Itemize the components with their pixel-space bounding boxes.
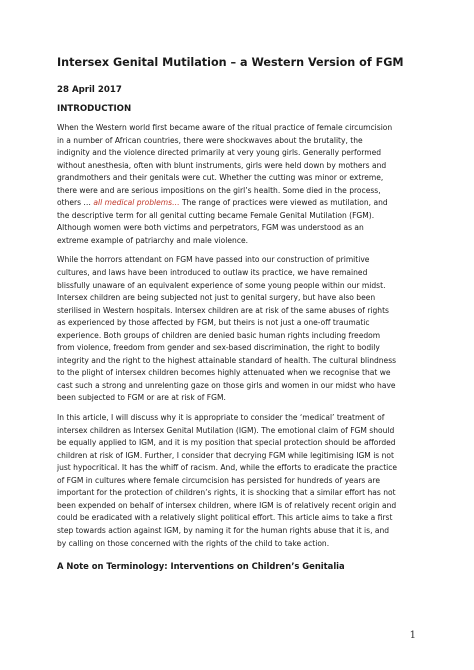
text-line: When the Western world first became aware of the ritual practice of female circumcision — [57, 123, 393, 132]
text-line: children at risk of IGM. Further, I consider that decrying FGM while legitimising IGM is not — [57, 450, 394, 460]
text-line: cultures, and laws have been introduced to outlaw its practice, we have remained — [57, 268, 368, 278]
text-line: step towards action against IGM, by naming it for the human rights abuse that it is, and — [57, 525, 390, 535]
page-number: 1 — [409, 630, 416, 641]
text-line: to the plight of intersex children becomes highly attenuated when we recognise that we — [57, 368, 391, 378]
text-line: from violence, freedom from gender and sex-based discrimination, the right to bodily — [57, 343, 380, 353]
text-line: as experienced by those affected by FGM, but theirs is not just a one-off traumatic — [57, 318, 370, 328]
document-title: Intersex Genital Mutilation – a Western Version of FGM — [57, 56, 404, 69]
text-line: While the horrors attendant on FGM have passed into our construction of primitive — [57, 255, 370, 265]
text-line: blissfully unaware of an equivalent experience of some young people within our midst. — [57, 280, 386, 290]
text-line: without anesthesia, often with blunt instruments, girls were held down by mothers and — [57, 160, 387, 170]
text-line: Although women were both victims and perpetrators, FGM was understood as an — [57, 223, 364, 233]
text-line: intersex children as Intersex Genital Mutilation (IGM). The emotional claim of FGM should — [57, 425, 395, 435]
text-line: the descriptive term for all genital cutting became Female Genital Mutilation (FGM). — [57, 210, 375, 220]
text-line: experience. Both groups of children are denied basic human rights including freedom — [57, 330, 381, 340]
paragraph-3 — [57, 412, 422, 550]
text-line: important for the protection of children’s rights, it is shocking that a similar effort has not — [57, 488, 396, 498]
text-line: by calling on those concerned with the rights of the child to take action. — [57, 538, 330, 548]
text-fragment: others … — [57, 198, 94, 208]
terminology-subheading: A Note on Terminology: Interventions on Children’s Genitalia — [57, 561, 345, 572]
text-fragment: The range of practices were viewed as mutilation, and — [179, 198, 388, 208]
text-line: in a number of African countries, there were shockwaves about the brutality, the — [57, 135, 363, 145]
text-line: been expended on behalf of intersex children, where IGM is of relatively recent origin and — [57, 500, 397, 510]
text-line: cast such a strong and unrelenting gaze on those girls and women in our midst who have — [57, 380, 396, 390]
paragraph-2 — [57, 254, 422, 405]
text-line: grandmothers and their genitals were cut. Whether the cutting was minor or extreme, — [57, 173, 384, 183]
text-line: of FGM in cultures where female circumcision has persisted for hundreds of years are — [57, 475, 380, 485]
text-line: sterilised in Western hospitals. Intersex children are at risk of the same abuses of rights — [57, 305, 389, 315]
text-line: extreme example of patriarchy and male violence. — [57, 235, 249, 245]
text-line: just hypocritical. It has the whiff of racism. And, while the efforts to eradicate the practice — [57, 463, 398, 473]
text-line: been subjected to FGM or are at risk of FGM. — [57, 393, 226, 403]
document-page — [57, 56, 422, 572]
text-line: could be eradicated with a relatively slight political effort. This article aims to take a first — [57, 513, 393, 523]
section-heading-introduction: INTRODUCTION — [57, 104, 132, 114]
text-line: be equally applied to IGM, and it is my position that special protection should be afforded — [57, 438, 396, 448]
document-date: 28 April 2017 — [57, 85, 122, 95]
medical-problems-link[interactable]: all medical problems… — [93, 198, 180, 208]
text-line: In this article, I will discuss why it is appropriate to consider the ‘medical’ treatment of — [57, 413, 385, 423]
text-line: there were and are serious impositions on the girl’s health. Some died in the process, — [57, 185, 381, 195]
paragraph-1 — [57, 122, 422, 247]
text-line: indignity and the violence directed primarily at very young girls. Generally performed — [57, 148, 382, 158]
text-line-with-link — [57, 197, 422, 210]
text-line: Intersex children are being subjected not just to genital surgery, but have also been — [57, 293, 376, 303]
text-line: integrity and the right to the highest attainable standard of health. The cultural blindness — [57, 355, 397, 365]
